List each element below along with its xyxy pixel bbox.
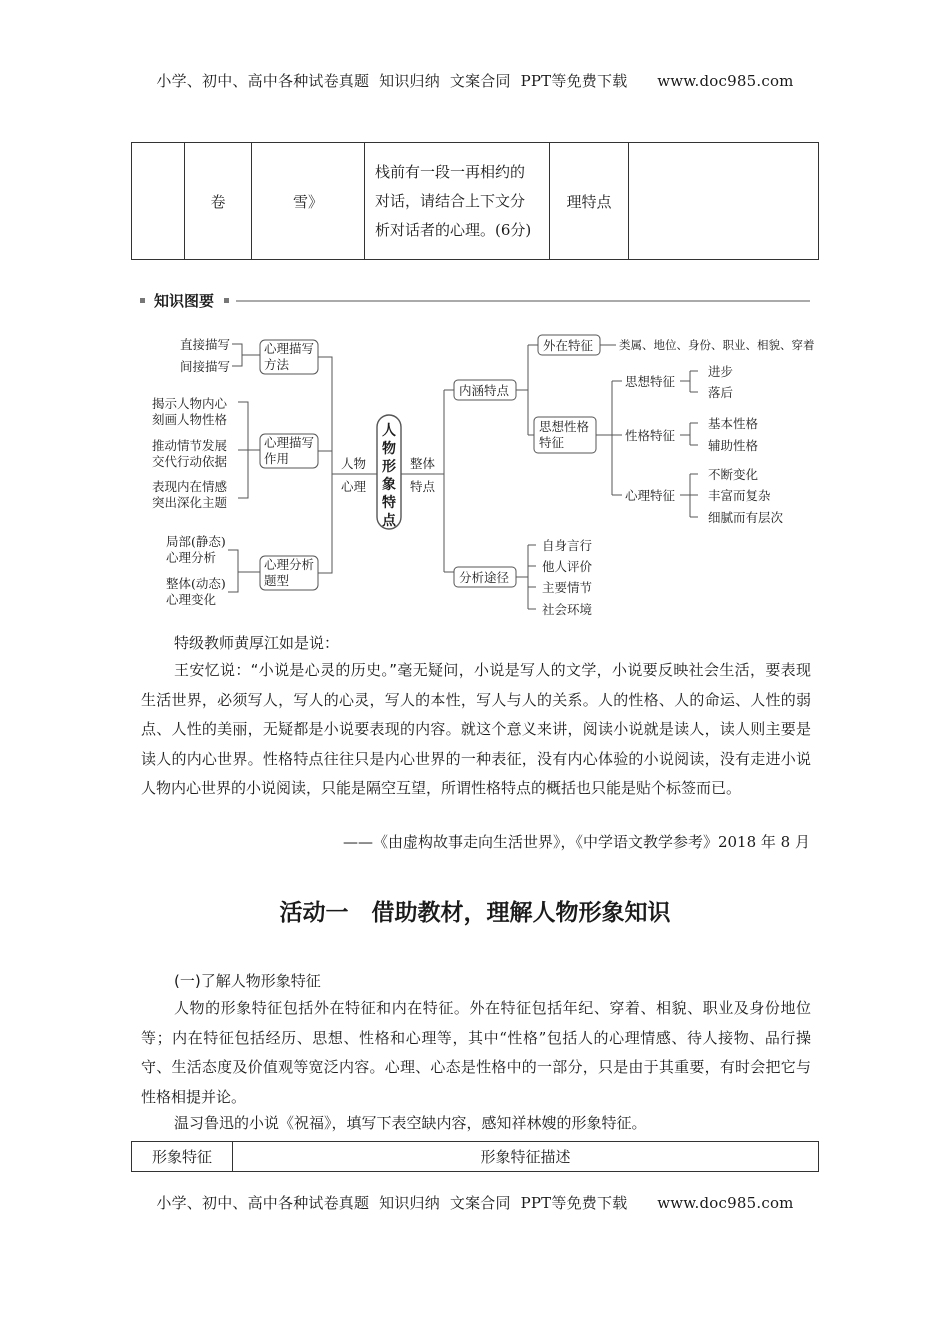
knowledge-mindmap [130, 320, 820, 620]
mindmap-center-char: 人 [382, 423, 396, 439]
mindmap-center-char: 形 [382, 459, 396, 475]
mindmap-leaf: 辅助性格 [708, 438, 759, 453]
mindmap-node: 心理描写 [264, 341, 315, 356]
mindmap-center-char: 象 [382, 477, 396, 493]
mindmap-leaf: 基本性格 [708, 416, 759, 431]
table-row [132, 143, 819, 260]
mindmap-node: 心理分析 [264, 557, 315, 572]
mindmap-node: 方法 [264, 357, 290, 372]
activity-title: 活动一 借助教材，理解人物形象知识 [279, 900, 671, 926]
mindmap-leaf: 他人评价 [542, 559, 593, 574]
mindmap-node: 分析途径 [459, 570, 510, 585]
mindmap-node: 思想性格 [539, 419, 590, 434]
activity-instruction: 温习鲁迅的小说《祝福》，填写下表空缺内容，感知祥林嫂的形象特征。 [174, 1114, 647, 1132]
mindmap-leaf: 间接描写 [180, 359, 231, 374]
mindmap-leaf: 刻画人物性格 [152, 412, 228, 427]
quote-intro: 特级教师黄厚江如是说： [174, 634, 340, 652]
table-cell [629, 143, 819, 260]
mindmap-leaf: 揭示人物内心 [152, 396, 228, 411]
mindmap-connector-label: 整体 [410, 456, 436, 471]
mindmap-node: 作用 [264, 451, 290, 466]
table-cell: 卷 [185, 143, 252, 260]
mindmap-leaf: 突出深化主题 [152, 495, 228, 510]
quote-text: 王安忆说：“小说是心灵的历史。”毫无疑问，小说是写人的文学，小说要反映社会生活，要表现生活世界，必须写人，写人的心灵，写人的本性，写人与人的关系。人的性格、人的命运、人性的弱点、人性的美丽，无疑都是小说要表现的内容。就这个意义来讲，阅读小说就是读人，读人则主要是读人的内心世界。性格特点往往只是内心世界的一种表征，没有内心体验的小说阅读，没有走进小说人物内心世界的小说阅读，只能是隔空互望，所谓性格特点的概括也只能是贴个标签而已。 [141, 661, 811, 797]
mindmap-leaf: 直接描写 [180, 337, 231, 352]
square-bullet-icon [224, 298, 229, 303]
mindmap-leaf: 社会环境 [542, 602, 593, 617]
activity-subheading: (一)了解人物形象特征 [174, 972, 321, 990]
table-cell [132, 143, 185, 260]
mindmap-leaf: 心理变化 [166, 592, 217, 607]
table-cell: 栈前有一段一再相约的对话，请结合上下文分析对话者的心理。(6分) [365, 143, 550, 260]
mindmap-connector-label: 特点 [410, 479, 436, 494]
mindmap-node: 心理描写 [264, 435, 315, 450]
mindmap-leaf: 不断变化 [708, 467, 759, 482]
page-footer: 小学、初中、高中各种试卷真题 知识归纳 文案合同 PPT等免费下载 www.doc985.com [156, 1194, 794, 1212]
continued-table [131, 142, 819, 260]
mindmap-center-char: 特 [382, 495, 396, 511]
mindmap-leaf: 类属、地位、身份、职业、相貌、穿着 [619, 338, 815, 352]
mindmap-leaf: 进步 [708, 364, 734, 379]
mindmap-leaf: 局部(静态) [166, 534, 226, 549]
mindmap-leaf: 交代行动依据 [152, 454, 228, 469]
section-title: 知识图要 [154, 292, 215, 310]
feature-table [131, 1141, 819, 1172]
mindmap-connector-label: 心理 [341, 479, 367, 494]
square-bullet-icon [140, 298, 145, 303]
mindmap-node: 特征 [539, 435, 565, 450]
mindmap-node: 心理特征 [625, 488, 676, 503]
mindmap-leaf: 落后 [708, 385, 734, 400]
mindmap-leaf: 主要情节 [542, 580, 593, 595]
page-header: 小学、初中、高中各种试卷真题 知识归纳 文案合同 PPT等免费下载 www.doc985.com [156, 72, 794, 90]
quote-source: ——《由虚构故事走向生活世界》，《中学语文教学参考》2018 年 8 月 [342, 833, 810, 851]
mindmap-center-char: 物 [382, 441, 396, 457]
activity-paragraph: 人物的形象特征包括外在特征和内在特征。外在特征包括年纪、穿着、相貌、职业及身份地位等；内在特征包括经历、思想、性格和心理等，其中“性格”包括人的心理情感、待人接物、品行操守、生活态度及价值观等宽泛内容。心理、心态是性格中的一部分，只是由于其重要，有时会把它与性格相提并论。 [141, 999, 811, 1106]
table-header-cell: 形象特征描述 [233, 1142, 819, 1172]
mindmap-node: 题型 [264, 573, 290, 588]
mindmap-leaf: 丰富而复杂 [708, 488, 771, 503]
mindmap-leaf: 推动情节发展 [152, 438, 228, 453]
table-header-cell: 形象特征 [132, 1142, 233, 1172]
table-cell: 雪》 [252, 143, 365, 260]
mindmap-connector-label: 人物 [341, 456, 367, 471]
section-header-knowledge [136, 289, 810, 313]
mindmap-node: 外在特征 [543, 338, 594, 353]
mindmap-node: 思想特征 [625, 374, 676, 389]
mindmap-center-char: 点 [382, 513, 396, 529]
mindmap-leaf: 细腻而有层次 [708, 510, 784, 525]
divider [236, 300, 810, 302]
mindmap-leaf: 整体(动态) [166, 576, 226, 591]
table-cell: 理特点 [550, 143, 629, 260]
mindmap-leaf: 表现内在情感 [152, 479, 228, 494]
mindmap-leaf: 自身言行 [542, 538, 593, 553]
mindmap-node: 内涵特点 [459, 383, 510, 398]
mindmap-node: 性格特征 [625, 428, 676, 443]
table-header-row [132, 1142, 819, 1172]
mindmap-leaf: 心理分析 [166, 550, 217, 565]
